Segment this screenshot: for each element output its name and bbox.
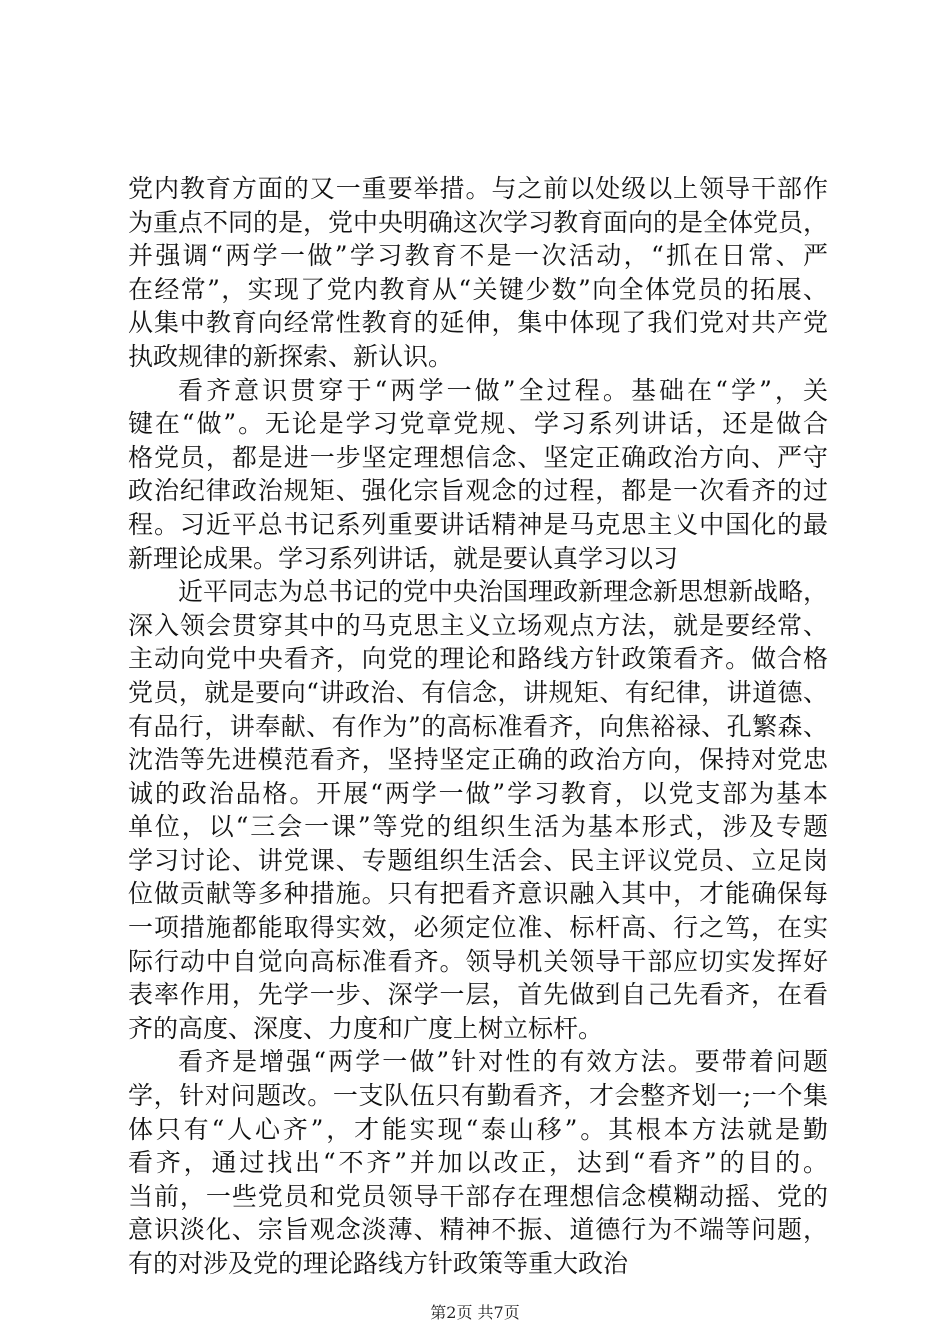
text-line: 齐的高度、深度、力度和广度上树立标杆。 [128,1013,604,1043]
text-line: 表率作用，先学一步、深学一层，首先做到自己先看齐，在看 [128,980,828,1010]
text-line: 格党员，都是进一步坚定理想信念、坚定正确政治方向、严守 [128,442,828,472]
text-line: 看齐意识贯穿于“两学一做”全过程。基础在“学”，关 [178,375,828,405]
text-line: 键在“做”。无论是学习党章党规、学习系列讲话，还是做合 [128,409,828,439]
text-line: 当前，一些党员和党员领导干部存在理想信念模糊动摇、党的 [128,1181,828,1211]
text-line: 党内教育方面的又一重要举措。与之前以处级以上领导干部作 [128,174,828,203]
text-line: 单位，以“三会一课”等党的组织生活为基本形式，涉及专题 [128,812,828,842]
text-line: 有品行，讲奉献、有作为”的高标准看齐，向焦裕禄、孔繁森、 [128,711,828,741]
text-line: 看齐是增强“两学一做”针对性的有效方法。要带着问题 [178,1047,828,1077]
text-line: 深入领会贯穿其中的马克思主义立场观点方法，就是要经常、 [128,610,828,640]
text-line: 政治纪律政治规矩、强化宗旨观念的过程，都是一次看齐的过 [128,476,828,506]
text-line: 际行动中自觉向高标准看齐。领导机关领导干部应切实发挥好 [128,946,828,976]
text-line: 体只有“人心齐”，才能实现“泰山移”。其根本方法就是勤 [128,1114,828,1144]
text-line: 诚的政治品格。开展“两学一做”学习教育，以党支部为基本 [128,778,828,808]
text-line: 执政规律的新探索、新认识。 [128,341,454,371]
body-text [128,172,828,1281]
text-line: 意识淡化、宗旨观念淡薄、精神不振、道德行为不端等问题， [128,1215,828,1245]
page-footer: 第2页 共7页 [430,1303,520,1322]
text-line: 有的对涉及党的理论路线方针政策等重大政治 [128,1249,629,1278]
text-line: 程。习近平总书记系列重要讲话精神是马克思主义中国化的最 [128,509,828,539]
text-line: 沈浩等先进模范看齐，坚持坚定正确的政治方向，保持对党忠 [128,745,828,775]
text-line: 学，针对问题改。一支队伍只有勤看齐，才会整齐划一;一个集 [128,1081,828,1111]
text-line: 新理论成果。学习系列讲话，就是要认真学习以习 [128,543,679,573]
text-line: 位做贡献等多种措施。只有把看齐意识融入其中，才能确保每 [128,879,828,909]
text-line: 一项措施都能取得实效，必须定位准、标杆高、行之笃，在实 [128,913,828,943]
text-line: 党员，就是要向“讲政治、有信念，讲规矩、有纪律，讲道德、 [128,677,828,707]
text-line: 从集中教育向经常性教育的延伸，集中体现了我们党对共产党 [128,308,828,338]
text-line: 主动向党中央看齐，向党的理论和路线方针政策看齐。做合格 [128,644,828,674]
text-line: 近平同志为总书记的党中央治国理政新理念新思想新战略， [178,577,829,607]
text-line: 看齐，通过找出“不齐”并加以改正，达到“看齐”的目的。 [128,1148,828,1178]
text-line: 学习讨论、讲党课、专题组织生活会、民主评议党员、立足岗 [128,845,828,875]
text-line: 在经常”，实现了党内教育从“关键少数”向全体党员的拓展、 [128,274,828,304]
text-line: 为重点不同的是，党中央明确这次学习教育面向的是全体党员， [128,207,829,237]
text-line: 并强调“两学一做”学习教育不是一次活动，“抓在日常、严 [128,241,828,271]
